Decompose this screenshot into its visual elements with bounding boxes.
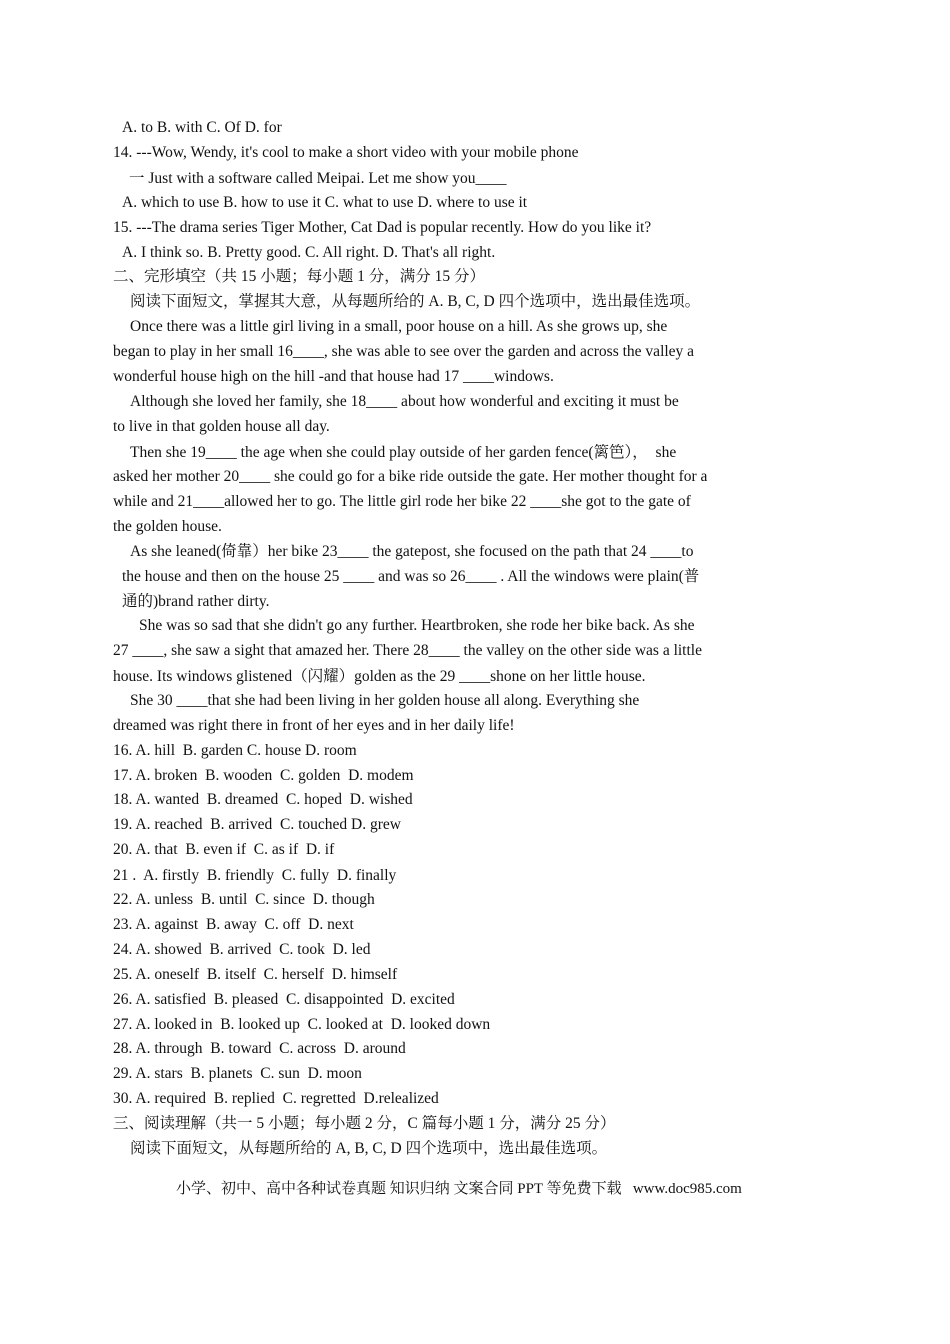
q15-options: A. I think so. B. Pretty good. C. All right. D. That's all right. <box>122 244 496 261</box>
passage-line: to live in that golden house all day. <box>113 418 330 435</box>
option-line-21: 21 . A. firstly B. friendly C. fully D. finally <box>113 867 397 884</box>
q15-question: 15. ---The drama series Tiger Mother, Cat Dad is popular recently. How do you like it? <box>113 219 652 236</box>
option-line-22: 22. A. unless B. until C. since D. though <box>113 891 375 908</box>
option-line-16: 16. A. hill B. garden C. house D. room <box>113 742 357 759</box>
option-line-27: 27. A. looked in B. looked up C. looked at D. looked down <box>113 1016 491 1033</box>
passage-line: asked her mother 20____ she could go for a bike ride outside the gate. Her mother thought for a <box>113 468 708 485</box>
option-line-17: 17. A. broken B. wooden C. golden D. modem <box>113 767 414 784</box>
cloze-instruction: 阅读下面短文，掌握其大意，从每题所给的 A. B, C, D 四个选项中，选出最佳选项。 <box>130 293 701 310</box>
option-line-18: 18. A. wanted B. dreamed C. hoped D. wished <box>113 791 413 808</box>
passage-line: wonderful house high on the hill -and that house had 17 ____windows. <box>113 368 554 385</box>
option-line-25: 25. A. oneself B. itself C. herself D. himself <box>113 966 398 983</box>
passage-line: 通的)brand rather dirty. <box>122 593 270 610</box>
passage-line: 27 ____, she saw a sight that amazed her. There 28____ the valley on the other side was a little <box>113 642 702 659</box>
passage-line: Although she loved her family, she 18____ about how wonderful and exciting it must be <box>130 393 679 410</box>
option-line-30: 30. A. required B. replied C. regretted D.relealized <box>113 1090 439 1107</box>
passage-line: Then she 19____ the age when she could play outside of her garden fence(篱笆）， she <box>130 444 677 461</box>
passage-line: As she leaned(倚靠）her bike 23____ the gatepost, she focused on the path that 24 ____to <box>130 543 694 560</box>
option-line-19: 19. A. reached B. arrived C. touched D. grew <box>113 816 401 833</box>
option-line-23: 23. A. against B. away C. off D. next <box>113 916 354 933</box>
option-line-20: 20. A. that B. even if C. as if D. if <box>113 841 335 858</box>
passage-line: Once there was a little girl living in a small, poor house on a hill. As she grows up, she <box>130 318 668 335</box>
option-line-29: 29. A. stars B. planets C. sun D. moon <box>113 1065 362 1082</box>
option-line-26: 26. A. satisfied B. pleased C. disappointed D. excited <box>113 991 455 1008</box>
passage-line: the golden house. <box>113 518 222 535</box>
reading-instruction: 阅读下面短文，从每题所给的 A, B, C, D 四个选项中，选出最佳选项。 <box>130 1140 608 1157</box>
passage-line: while and 21____allowed her to go. The little girl rode her bike 22 ____she got to the gate of <box>113 493 691 510</box>
passage-line: She was so sad that she didn't go any further. Heartbroken, she rode her bike back. As she <box>139 617 695 634</box>
section-heading-cloze: 二、完形填空（共 15 小题；每小题 1 分，满分 15 分） <box>113 268 486 285</box>
passage-line: dreamed was right there in front of her eyes and in her daily life! <box>113 717 515 734</box>
q14-question: 14. ---Wow, Wendy, it's cool to make a short video with your mobile phone <box>113 144 579 161</box>
passage-line: She 30 ____that she had been living in her golden house all along. Everything she <box>130 692 640 709</box>
passage-line: began to play in her small 16____, she was able to see over the garden and across the valley a <box>113 343 695 360</box>
passage-line: the house and then on the house 25 ____ and was so 26____ . All the windows were plain(普 <box>122 568 700 585</box>
page-footer: 小学、初中、高中各种试卷真题 知识归纳 文案合同 PPT 等免费下载 www.doc985.com <box>176 1181 742 1197</box>
q14-reply: 一 Just with a software called Meipai. Let me show you____ <box>129 170 507 187</box>
q13-options: A. to B. with C. Of D. for <box>122 119 282 136</box>
option-line-28: 28. A. through B. toward C. across D. around <box>113 1040 406 1057</box>
q14-options: A. which to use B. how to use it C. what to use D. where to use it <box>122 194 528 211</box>
passage-line: house. Its windows glistened（闪耀）golden as the 29 ____shone on her little house. <box>113 668 646 685</box>
section-heading-reading: 三、阅读理解（共一 5 小题；每小题 2 分，C 篇每小题 1 分，满分 25 分） <box>113 1115 616 1132</box>
option-line-24: 24. A. showed B. arrived C. took D. led <box>113 941 371 958</box>
